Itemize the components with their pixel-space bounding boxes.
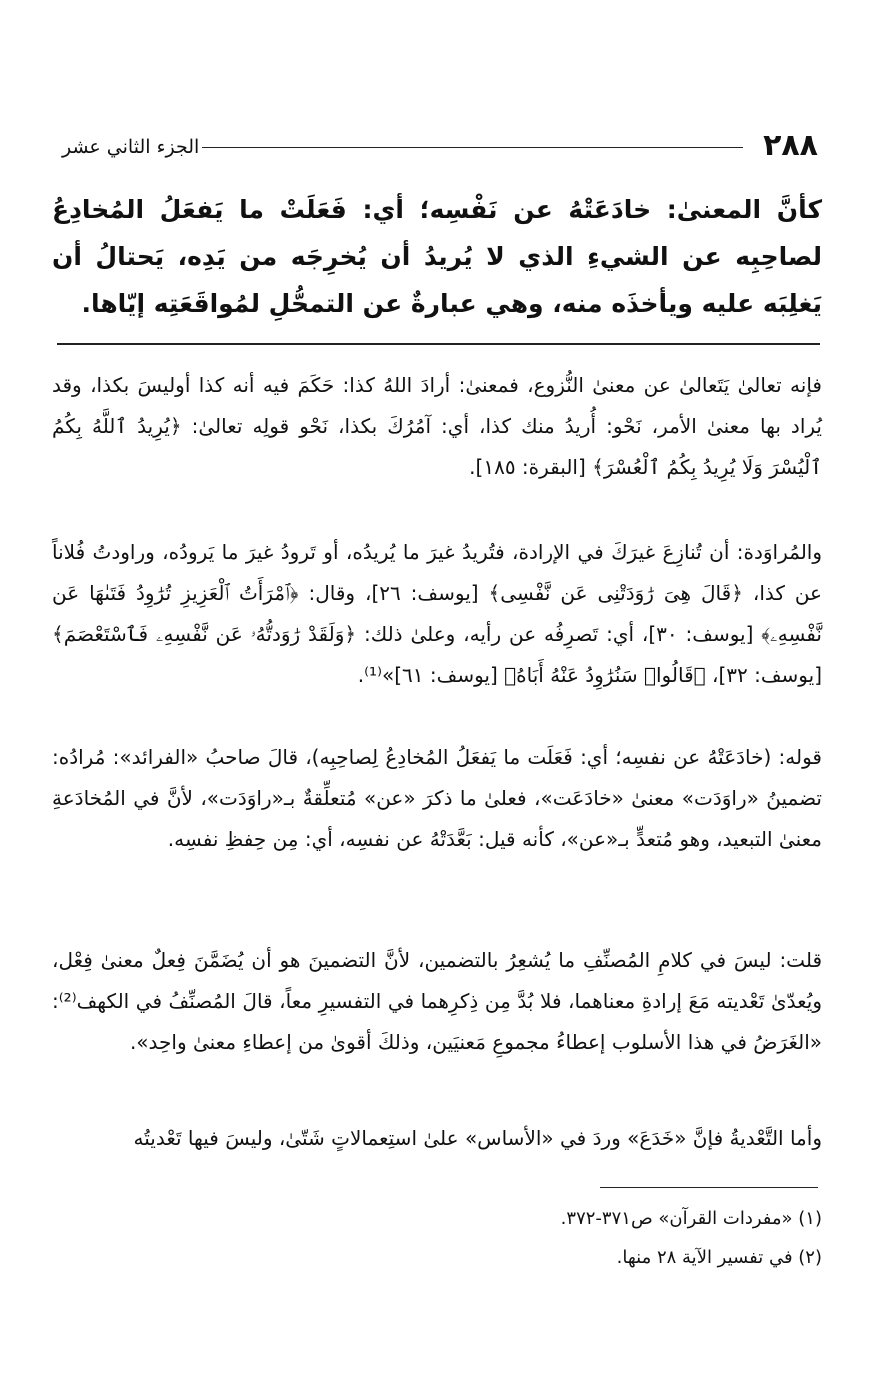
- commentary-paragraph-2: [52, 532, 822, 696]
- part-title: الجزء الثاني عشر: [62, 136, 200, 158]
- footnote-separator-rule: [600, 1187, 818, 1188]
- page-number: ٢٨٨: [763, 128, 818, 163]
- matn-text: [52, 186, 822, 327]
- matn-paragraph: كأنَّ المعنىٰ: خادَعَتْهُ عن نَفْسِه؛ أي: فَعَلَتْ ما يَفعَلُ المُخادِعُ لصاحِبِه عن الشيءِ الذي لا يُريدُ أن يُخرِجَه من يَدِه، يَحتالُ أن يَغلِبَه عليه ويأخذَه منه، وهي عبارةٌ عن التمحُّلِ لمُواقَعَتِه إيّاها.: [52, 195, 822, 318]
- footnote-2: (٢) في تفسير الآية ٢٨ منها.: [616, 1247, 822, 1268]
- header-rule: [202, 147, 743, 148]
- running-header: [62, 128, 818, 168]
- matn-separator-rule: [57, 343, 820, 345]
- commentary-paragraph-1: [52, 365, 822, 488]
- commentary-paragraph-3: [52, 737, 822, 860]
- commentary-text: قلت: ليسَ في كلامِ المُصنِّفِ ما يُشعِرُ بالتضمين، لأنَّ التضمينَ هو أن يُضَمَّنَ فِعلٌ معنىٰ فِعْل، ويُعدّىٰ تَعْديته مَعَ إرادةِ معناهما، فلا بُدَّ مِن ذِكرِهما في التفسيرِ معاً، قالَ المُصنِّفُ في الكهف⁽²⁾: «الغَرَضُ في هذا الأسلوب إعطاءُ مجموعِ مَعنيَين، وذلكَ أقوىٰ من إعطاءِ معنىٰ واحِد».: [52, 948, 822, 1054]
- commentary-text: وأما التَّعْديةُ فإنَّ «خَدَعَ» وردَ في «الأساس» علىٰ استِعمالاتٍ شَتّىٰ، وليسَ فيها تَعْديتُه: [133, 1126, 822, 1150]
- commentary-text: والمُراوَدة: أن تُنازِعَ غيرَكَ في الإرادة، فتُريدُ غيرَ ما يُريدُه، أو تَرودُ غيرَ ما يَرودُه، وراودتُ فُلاناً عن كذا، ﴿قَالَ هِىَ رَٰوَدَتْنِى عَن نَّفْسِى﴾ [يوسف: ٢٦]، وقال: ﴿ٱمْرَأَتُ ٱلْعَزِيزِ تُرَٰوِدُ فَتَىٰهَا عَن نَّفْسِهِۦ﴾ [يوسف: ٣٠]، أي: تَصرِفُه عن رأيه، وعلىٰ ذلك: ﴿وَلَقَدْ رَٰوَدتُّهُۥ عَن نَّفْسِهِۦ فَٱسْتَعْصَمَ﴾ [يوسف: ٣٢]، ﴿قَالُوا۟ سَنُرَٰوِدُ عَنْهُ أَبَاهُ﴾ [يوسف: ٦١]»⁽¹⁾.: [52, 540, 822, 687]
- commentary-text: قوله: (خادَعَتْهُ عن نفسِه؛ أي: فَعَلَت ما يَفعَلُ المُخادِعُ لِصاحِبِه)، قالَ صاحبُ «الفرائد»: مُرادُه: تضمينُ «راوَدَت» معنىٰ «خادَعَت»، فعلىٰ ما ذكرَ «عن» مُتعلِّقةٌ بـ«راوَدَت»، لأنَّ في المُخادَعةِ معنىٰ التبعيد، وهو مُتعدٍّ بـ«عن»، كأنه قيل: بَعَّدَتْهُ عن نفسِه، أي: مِن حِفظِ نفسِه.: [52, 745, 822, 851]
- commentary-paragraph-5: [52, 1118, 822, 1159]
- commentary-paragraph-4: [52, 940, 822, 1063]
- commentary-text: فإنه تعالىٰ يَتَعالىٰ عن معنىٰ النُّزوع، فمعنىٰ: أرادَ اللهُ كذا: حَكَمَ فيه أنه كذا أوليسَ بكذا، وقد يُراد بها معنىٰ الأمر، نَحْو: أُريدُ منك كذا، أي: آمُرُكَ بكذا، نَحْو قولِه تعالىٰ: ﴿يُرِيدُ ٱللَّهُ بِكُمُ ٱلْيُسْرَ وَلَا يُرِيدُ بِكُمُ ٱلْعُسْرَ﴾ [البقرة: ١٨٥].: [52, 373, 822, 479]
- footnote-1: (١) «مفردات القرآن» ص٣٧١-٣٧٢.: [560, 1208, 822, 1229]
